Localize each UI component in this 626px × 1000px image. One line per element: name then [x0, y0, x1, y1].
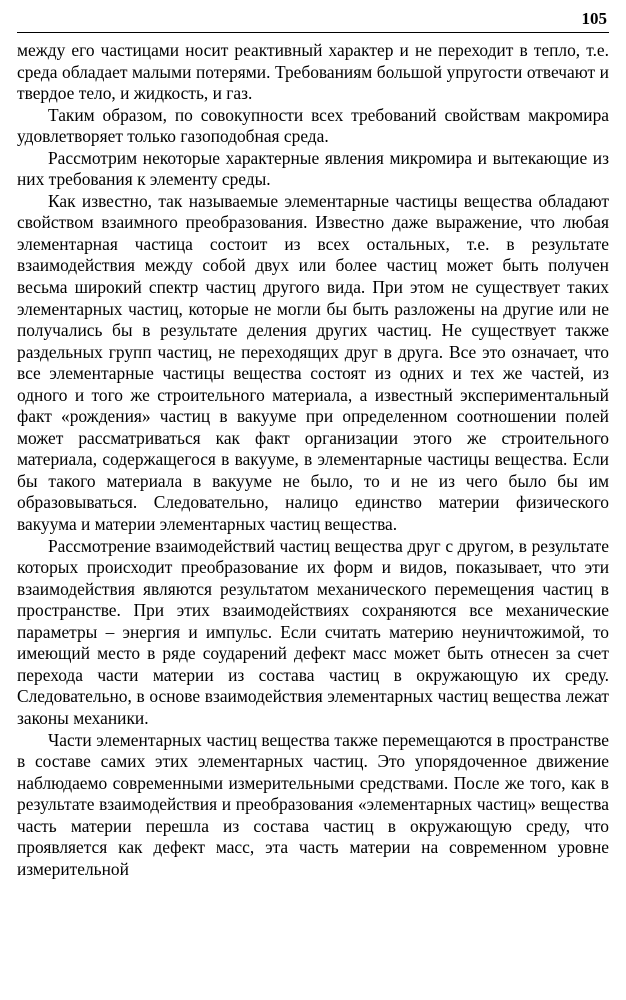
page-header [17, 0, 609, 33]
paragraph: Таким образом, по совокупности всех требований свойствам макромира удовлетворяет только газоподобная среда. [17, 104, 609, 147]
paragraph: Части элементарных частиц вещества также перемещаются в пространстве в составе самих этих элементарных частиц. Это упорядоченное движение наблюдаемо современными измерительными средствами. После же того, как в результате взаимодействия и преобразования «элементарных частиц» вещества часть материи перешла из состава частиц в окружающую среду, что проявляется как дефект масс, эта часть материи на современном уровне измерительной [17, 729, 609, 879]
paragraph: Рассмотрение взаимодействий частиц вещества друг с другом, в результате которых происходит преобразование их форм и видов, показывает, что эти взаимодействия являются результатом механического перемещения частиц в пространстве. При этих взаимодействиях сохраняются все механические параметры – энергия и импульс. Если считать материю неуничтожимой, то имеющий место в ряде соударений дефект масс может быть отнесен за счет перехода части материи из состава частиц в окружающую их среду. Следовательно, в основе взаимодействия элементарных частиц вещества лежат законы механики. [17, 535, 609, 728]
paragraph: Как известно, так называемые элементарные частицы вещества обладают свойством взаимного преобразования. Известно даже выражение, что любая элементарная частица состоит из всех остальных, т.е. в результате взаимодействия между собой двух или более частиц может быть получен весьма широкий спектр частиц другого вида. При этом не существует таких элементарных частиц, которые не могли бы быть разложены на другие или не получались бы в результате деления других частиц. Не существует также раздельных групп частиц, не переходящих друг в друга. Все это означает, что все элементарные частицы вещества состоят из одних и тех же частей, из одного и того же строительного материала, а известный экспериментальный факт «рождения» частиц в вакууме при определенном соотношении полей может рассматриваться как факт организации этого же строительного материала, содержащегося в вакууме, в элементарные частицы вещества. Если бы такого материала в вакууме не было, то и не из чего было бы им образовываться. Следовательно, налицо единство материи физического вакуума и материи элементарных частиц вещества. [17, 190, 609, 535]
body-text [17, 40, 609, 880]
book-page [17, 0, 609, 880]
paragraph: Рассмотрим некоторые характерные явления микромира и вытекающие из них требования к элементу среды. [17, 147, 609, 190]
page-number: 105 [581, 9, 607, 28]
paragraph: между его частицами носит реактивный характер и не переходит в тепло, т.е. среда обладает малыми потерями. Требованиям большой упругости отвечают и твердое тело, и жидкость, и газ. [17, 40, 609, 104]
